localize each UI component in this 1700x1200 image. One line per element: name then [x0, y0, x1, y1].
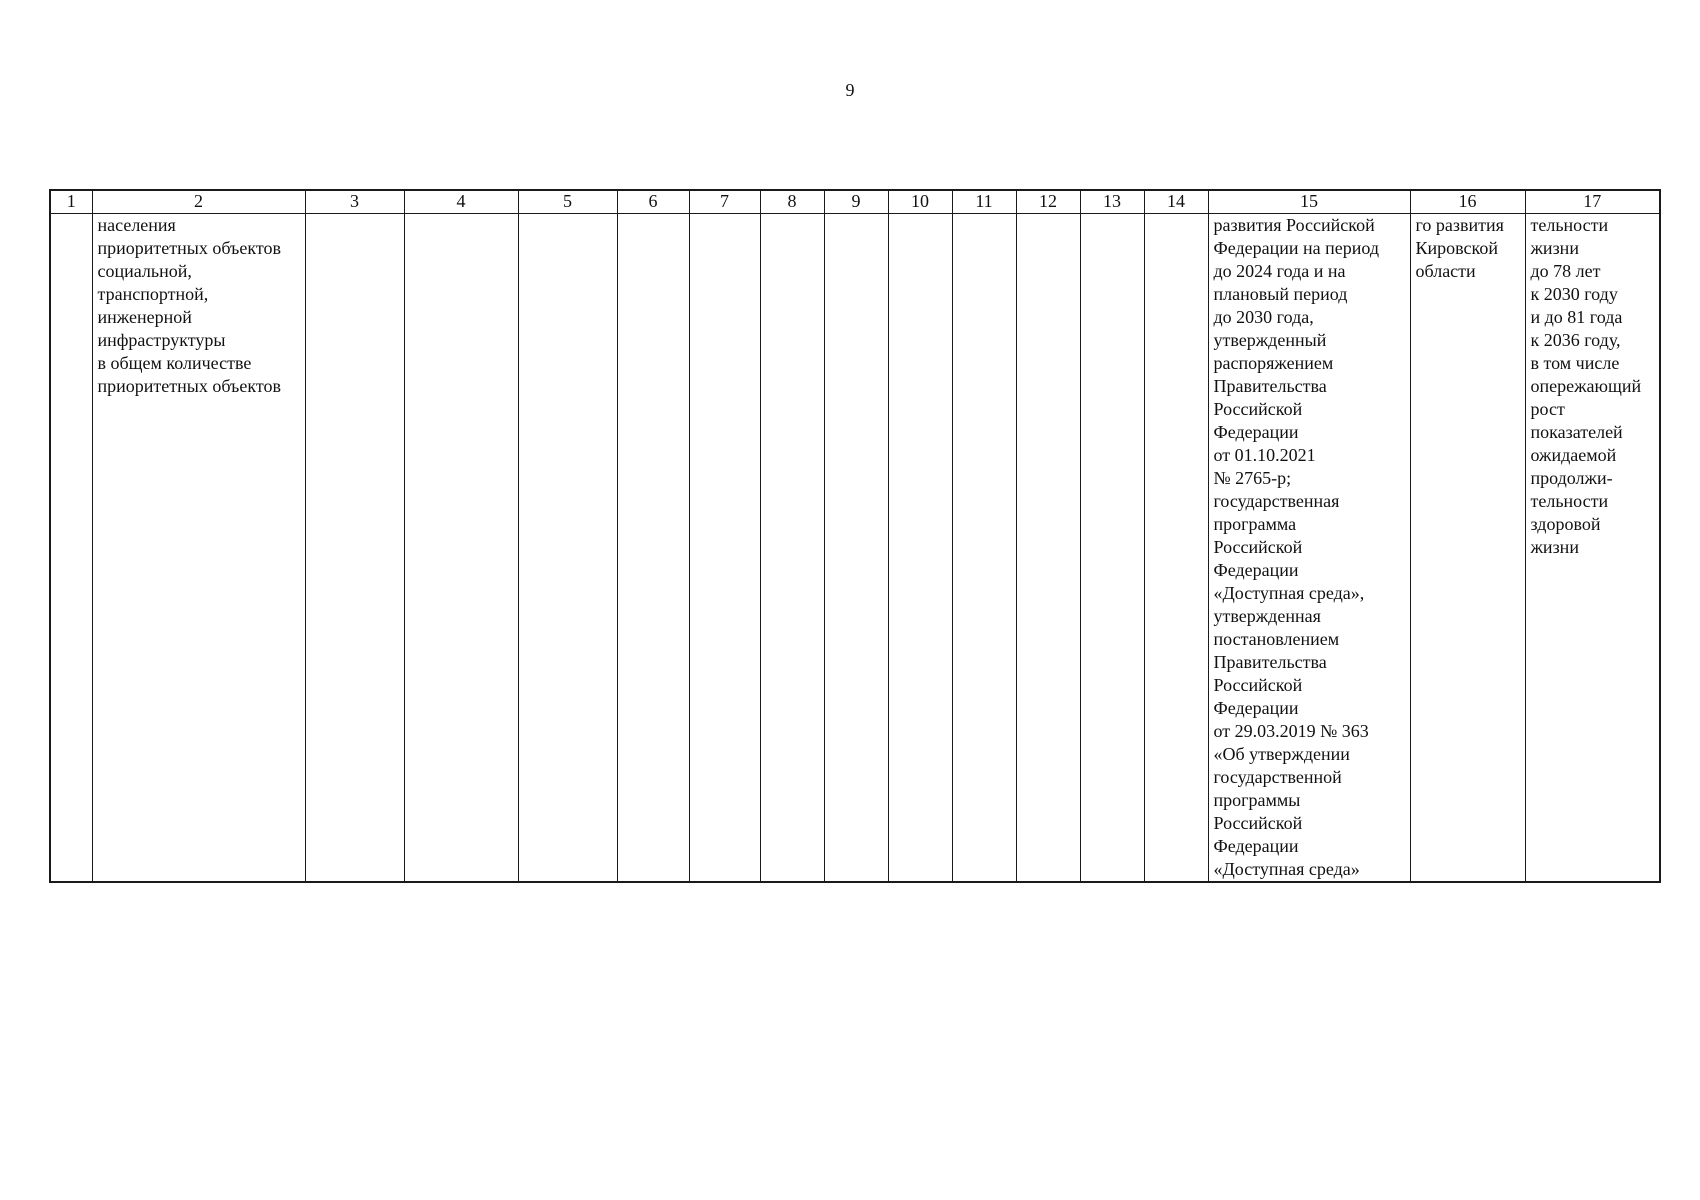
- cell-col-6: [617, 214, 689, 883]
- column-header-2: 2: [92, 190, 305, 214]
- column-number-row: [50, 190, 1660, 214]
- column-header-17: 17: [1525, 190, 1660, 214]
- national-goal-text: тельности жизни до 78 лет к 2030 году и до 81 года к 2036 году, в том числе опережающий рост показателей ожидаемой продолжи- тельности здоровой жизни: [1530, 215, 1642, 557]
- column-header-5: 5: [518, 190, 617, 214]
- document-table: [49, 189, 1661, 883]
- column-header-10: 10: [888, 190, 952, 214]
- cell-col-5: [518, 214, 617, 883]
- column-header-14: 14: [1144, 190, 1208, 214]
- cell-col-1: [50, 214, 92, 883]
- cell-col-12: [1016, 214, 1080, 883]
- legal-basis-text: развития Российской Федерации на период до 2024 года и на плановый период до 2030 года, утвержденный распоряжением Правительства Российской Федерации от 01.10.2021 № 2765-р; государственная программа Российской Федерации «Доступная среда», утвержденная постановлением Правительства Российской Федерации от 29.03.2019 № 363 «Об утверждении государственной программы Российской Федерации «Доступная среда»: [1213, 215, 1380, 879]
- cell-col-11: [952, 214, 1016, 883]
- column-header-7: 7: [689, 190, 760, 214]
- cell-col-17: [1525, 214, 1660, 883]
- column-header-11: 11: [952, 190, 1016, 214]
- page-number: 9: [845, 80, 855, 100]
- cell-col-9: [824, 214, 888, 883]
- regional-program-text: го развития Кировской области: [1415, 215, 1504, 281]
- cell-col-10: [888, 214, 952, 883]
- cell-col-2: [92, 214, 305, 883]
- cell-col-4: [404, 214, 518, 883]
- cell-col-13: [1080, 214, 1144, 883]
- column-header-3: 3: [305, 190, 404, 214]
- column-header-8: 8: [760, 190, 824, 214]
- column-header-9: 9: [824, 190, 888, 214]
- column-header-4: 4: [404, 190, 518, 214]
- column-header-13: 13: [1080, 190, 1144, 214]
- column-header-15: 15: [1208, 190, 1410, 214]
- cell-col-15: [1208, 214, 1410, 883]
- cell-col-8: [760, 214, 824, 883]
- indicator-text: населения приоритетных объектов социальной, транспортной, инженерной инфраструктуры в общем количестве приоритетных объектов: [97, 215, 281, 396]
- column-header-12: 12: [1016, 190, 1080, 214]
- cell-col-7: [689, 214, 760, 883]
- column-header-1: 1: [50, 190, 92, 214]
- column-header-16: 16: [1410, 190, 1525, 214]
- table-row: [50, 214, 1660, 883]
- column-header-6: 6: [617, 190, 689, 214]
- cell-col-3: [305, 214, 404, 883]
- cell-col-14: [1144, 214, 1208, 883]
- cell-col-16: [1410, 214, 1525, 883]
